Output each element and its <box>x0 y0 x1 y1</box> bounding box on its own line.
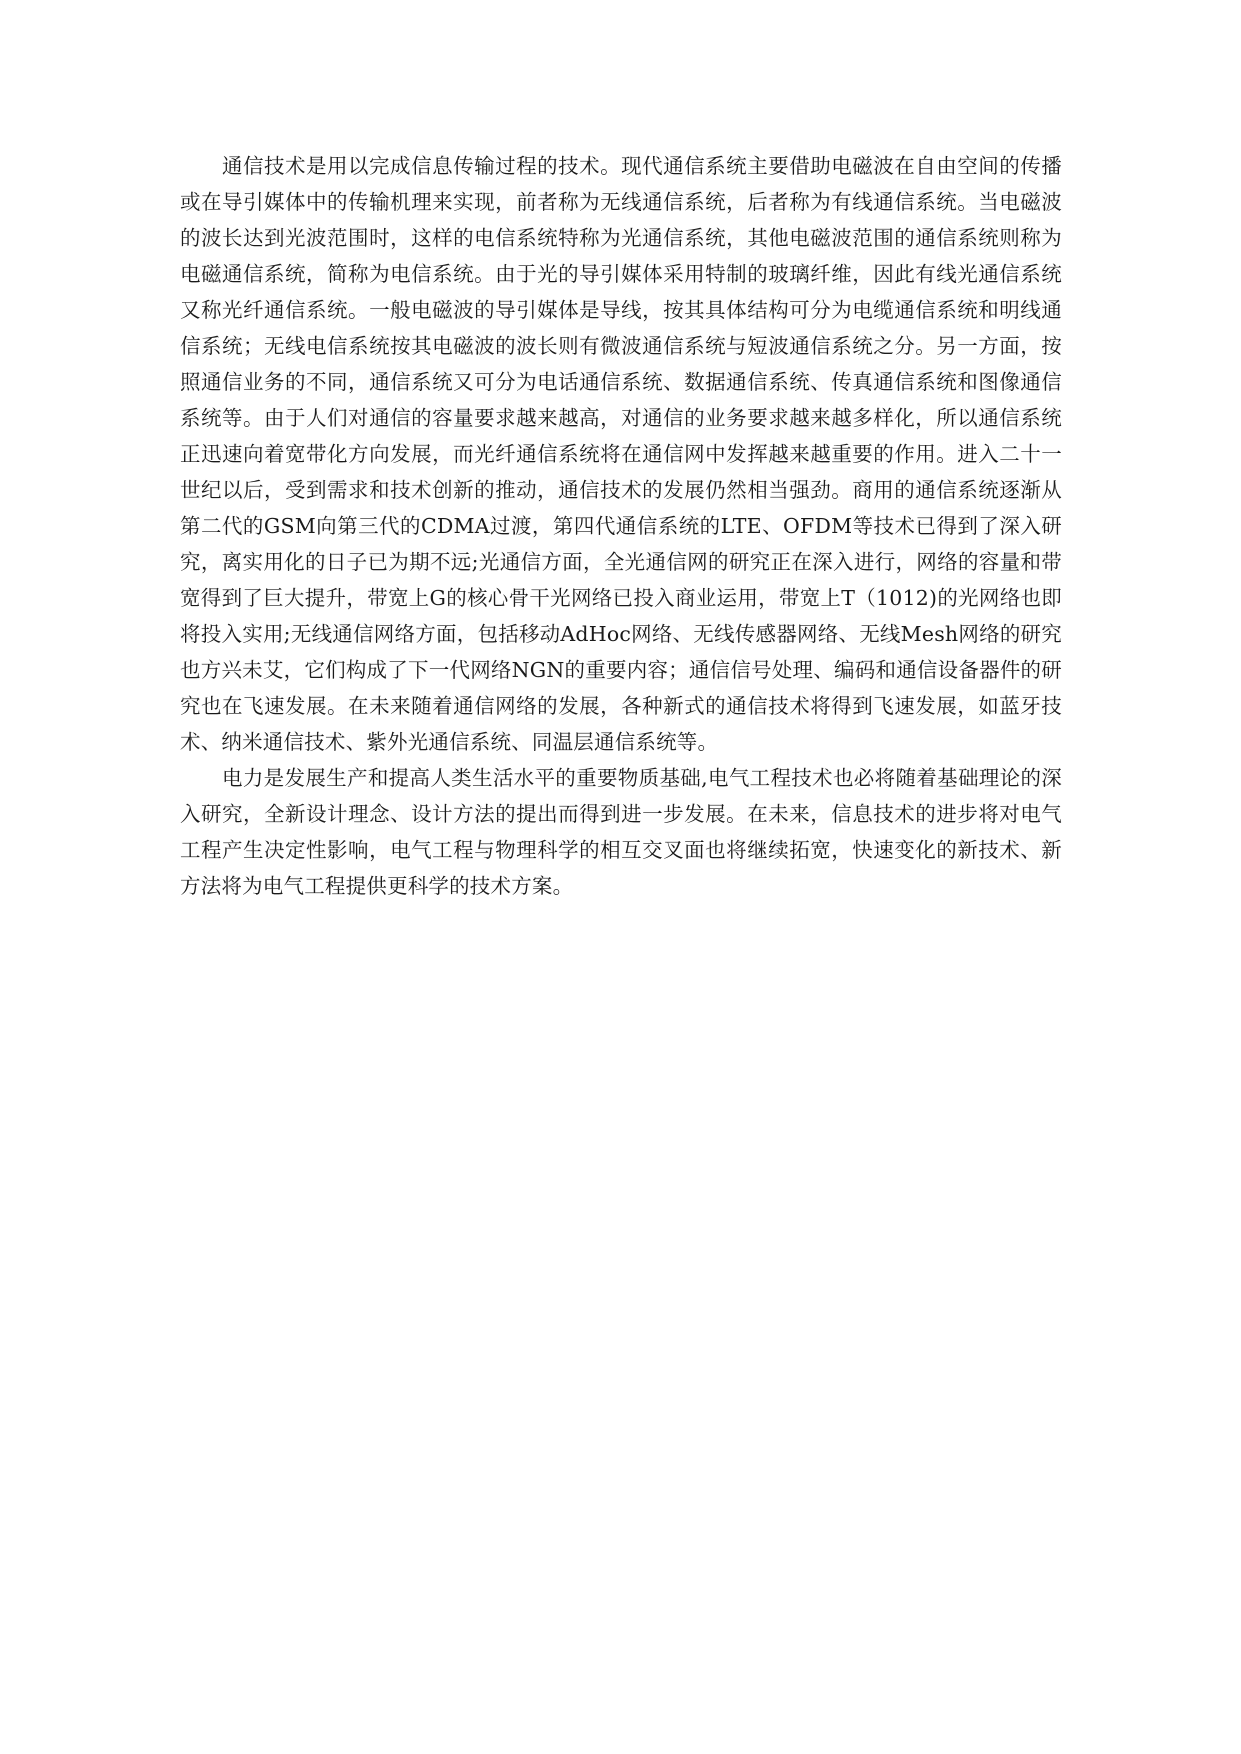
document-body <box>180 148 1062 904</box>
paragraph-communication-technology: 通信技术是用以完成信息传输过程的技术。现代通信系统主要借助电磁波在自由空间的传播或在导引媒体中的传输机理来实现，前者称为无线通信系统，后者称为有线通信系统。当电磁波的波长达到光波范围时，这样的电信系统特称为光通信系统，其他电磁波范围的通信系统则称为电磁通信系统，简称为电信系统。由于光的导引媒体采用特制的玻璃纤维，因此有线光通信系统又称光纤通信系统。一般电磁波的导引媒体是导线，按其具体结构可分为电缆通信系统和明线通信系统；无线电信系统按其电磁波的波长则有微波通信系统与短波通信系统之分。另一方面，按照通信业务的不同，通信系统又可分为电话通信系统、数据通信系统、传真通信系统和图像通信系统等。由于人们对通信的容量要求越来越高，对通信的业务要求越来越多样化，所以通信系统正迅速向着宽带化方向发展，而光纤通信系统将在通信网中发挥越来越重要的作用。进入二十一世纪以后，受到需求和技术创新的推动，通信技术的发展仍然相当强劲。商用的通信系统逐渐从第二代的GSM向第三代的CDMA过渡，第四代通信系统的LTE、OFDM等技术已得到了深入研究，离实用化的日子已为期不远;光通信方面，全光通信网的研究正在深入进行，网络的容量和带宽得到了巨大提升，带宽上G的核心骨干光网络已投入商业运用，带宽上T（1012)的光网络也即将投入实用;无线通信网络方面，包括移动AdHoc网络、无线传感器网络、无线Mesh网络的研究也方兴未艾，它们构成了下一代网络NGN的重要内容；通信信号处理、编码和通信设备器件的研究也在飞速发展。在未来随着通信网络的发展，各种新式的通信技术将得到飞速发展，如蓝牙技术、纳米通信技术、紫外光通信系统、同温层通信系统等。 <box>180 154 1062 754</box>
paragraph-electrical-engineering: 电力是发展生产和提高人类生活水平的重要物质基础,电气工程技术也必将随着基础理论的深入研究，全新设计理念、设计方法的提出而得到进一步发展。在未来，信息技术的进步将对电气工程产生决定性影响，电气工程与物理科学的相互交叉面也将继续拓宽，快速变化的新技术、新方法将为电气工程提供更科学的技术方案。 <box>180 766 1062 898</box>
